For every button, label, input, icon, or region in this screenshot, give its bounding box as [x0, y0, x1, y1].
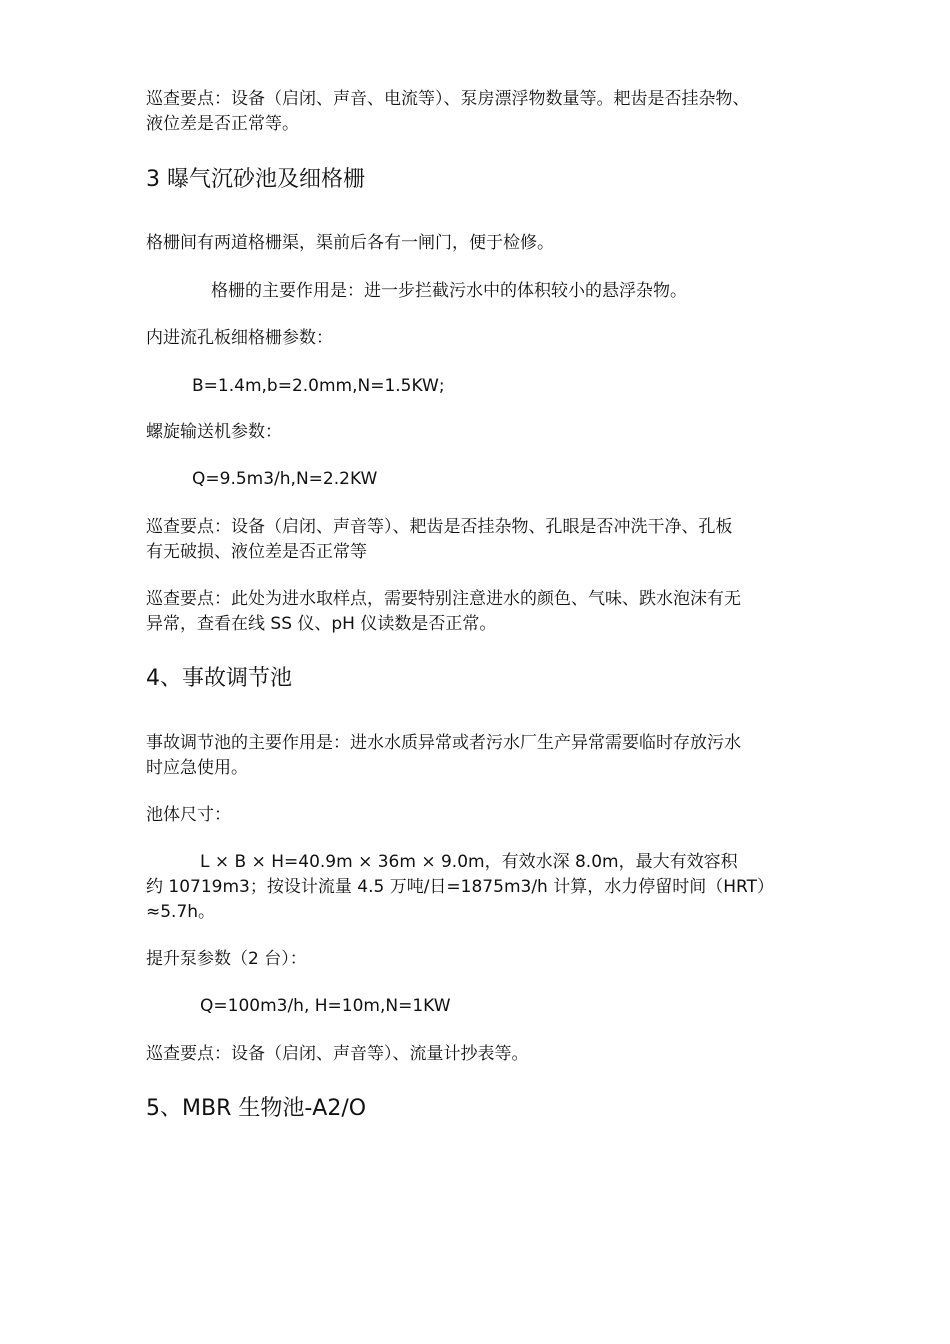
section-5-heading: 5、MBR 生物池-A2/O	[146, 1096, 367, 1121]
sec3-inspect2-line2: 异常，查看在线 SS 仪、pH 仪读数是否正常。	[146, 614, 497, 634]
sec4-paragraph-2: 池体尺寸：	[146, 805, 231, 825]
sec3-paragraph-3: 内进流孔板细格栅参数：	[146, 328, 333, 348]
sec2-inspect-line1: 巡查要点：设备（启闭、声音、电流等）、泵房漂浮物数量等。耙齿是否挂杂物、	[146, 89, 750, 109]
sec3-paragraph-5: 螺旋输送机参数：	[146, 422, 282, 442]
sec4-dimensions-line2: 约 10719m3；按设计流量 4.5 万吨/日=1875m3/h 计算，水力停留时间（HRT）	[146, 877, 774, 897]
sec4-dimensions-line1: L × B × H=40.9m × 36m × 9.0m，有效水深 8.0m，最大有效容积	[200, 852, 738, 872]
sec3-paragraph-1: 格栅间有两道格栅渠，渠前后各有一闸门，便于检修。	[146, 233, 554, 253]
sec4-paragraph-4: 提升泵参数（2 台）：	[146, 949, 307, 969]
sec3-paragraph-2: 格栅的主要作用是：进一步拦截污水中的体积较小的悬浮杂物。	[211, 281, 687, 301]
sec3-conveyor-params: Q=9.5m3/h,N=2.2KW	[192, 469, 378, 489]
sec4-paragraph-1-line2: 时应急使用。	[146, 758, 248, 778]
sec3-inspect2-line1: 巡查要点：此处为进水取样点，需要特别注意进水的颜色、气味、跌水泡沫有无	[146, 589, 741, 609]
section-3-heading: 3 曝气沉砂池及细格栅	[146, 167, 365, 192]
sec3-inspect1-line1: 巡查要点：设备（启闭、声音等）、耙齿是否挂杂物、孔眼是否冲洗干净、孔板	[146, 517, 733, 537]
sec4-paragraph-1-line1: 事故调节池的主要作用是：进水水质异常或者污水厂生产异常需要临时存放污水	[146, 733, 741, 753]
sec4-pump-params: Q=100m3/h, H=10m,N=1KW	[200, 996, 451, 1016]
sec3-grille-params: B=1.4m,b=2.0mm,N=1.5KW;	[192, 376, 445, 396]
sec2-inspect-line2: 液位差是否正常等。	[146, 114, 299, 134]
sec4-inspect: 巡查要点：设备（启闭、声音等）、流量计抄表等。	[146, 1044, 529, 1064]
section-4-heading: 4、事故调节池	[146, 666, 292, 691]
sec4-dimensions-line3: ≈5.7h。	[146, 902, 216, 922]
sec3-inspect1-line2: 有无破损、液位差是否正常等	[146, 542, 367, 562]
